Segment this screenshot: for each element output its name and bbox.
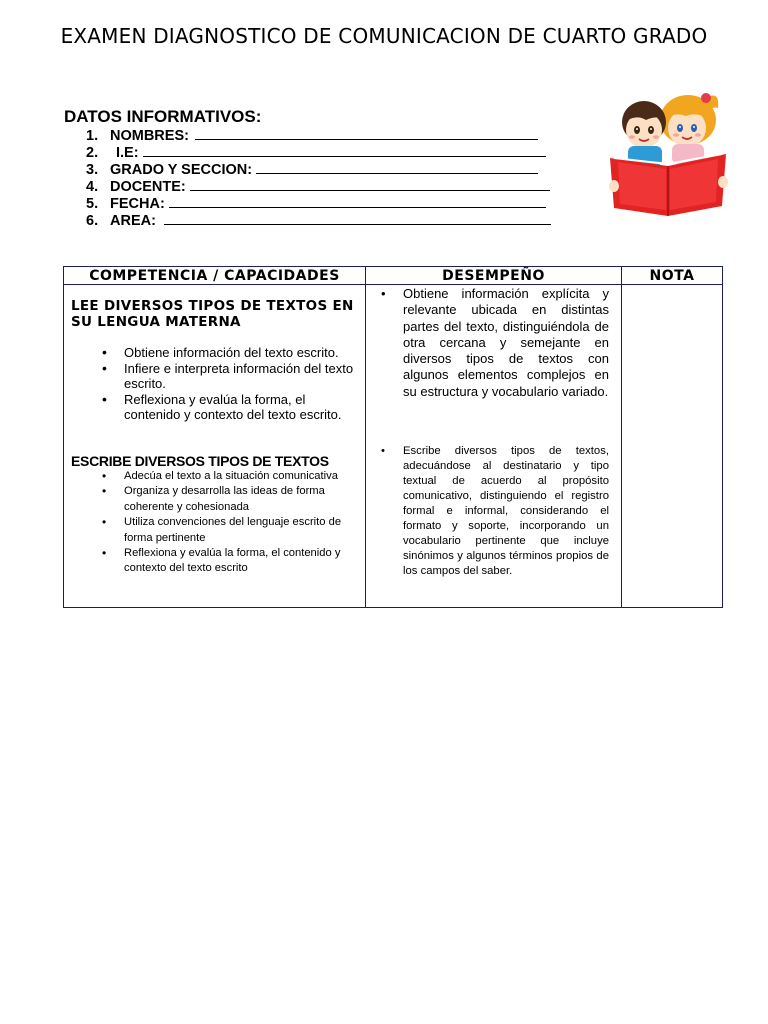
docente-fill-line[interactable] [190, 177, 550, 191]
list-item: • Adecúa el texto a la situación comunicativa [72, 469, 357, 484]
list-item: • Utiliza convenciones del lenguaje escrito de forma pertinente [72, 515, 357, 546]
list-item: • Escribe diversos tipos de textos, adecuándose al destinatario y tipo textual de acuerdo al propósito comunicativo, distinguiendo el registro formal e informal, considerando el formato y soporte, incorporando un vocabulario pertinente que incluye sinónimos y algunos términos propios de los campos del saber. [403, 444, 609, 579]
datos-field-area: 6. AREA: [86, 211, 551, 228]
competencias-table [63, 266, 723, 608]
capacidades-escribe-list [72, 469, 357, 577]
column-divider [365, 267, 366, 607]
header-competencia: COMPETENCIA / CAPACIDADES [89, 268, 340, 284]
competencia-escribe-title: ESCRIBE DIVERSOS TIPOS DE TEXTOS [71, 453, 329, 469]
children-reading-book-icon [606, 84, 730, 218]
list-item: • Organiza y desarrolla las ideas de forma coherente y cohesionada [72, 484, 357, 515]
field-label: FECHA: [110, 196, 165, 212]
field-label: NOMBRES: [110, 128, 189, 144]
datos-field-nombres: 1. NOMBRES: [86, 126, 551, 143]
capacidades-lee-list [72, 345, 354, 423]
field-label: AREA: [110, 213, 156, 229]
area-fill-line[interactable] [164, 211, 551, 225]
field-label: GRADO Y SECCION: [110, 162, 253, 178]
list-item: • Obtiene información explícita y relevante ubicada en distintas partes del texto, distinguiéndola de otra cercana y semejante en diversos tipos de textos con algunos elementos complejos en su estructura y vocabulario variado. [403, 286, 609, 400]
list-item: • Obtiene información del texto escrito. [72, 345, 354, 361]
desempeno-escribe-list [403, 444, 609, 579]
fecha-fill-line[interactable] [169, 194, 546, 208]
competencia-lee-title: LEE DIVERSOS TIPOS DE TEXTOS EN SU LENGUA MATERNA [71, 298, 354, 330]
list-item: • Reflexiona y evalúa la forma, el contenido y contexto del texto escrito [72, 546, 357, 577]
datos-field-ie: 2. I.E: [86, 143, 551, 160]
header-desempeno: DESEMPEÑO [442, 268, 545, 284]
nota-cell[interactable] [623, 286, 721, 606]
header-nota: NOTA [649, 268, 695, 284]
datos-informativos-heading: DATOS INFORMATIVOS: [64, 107, 262, 126]
nombres-fill-line[interactable] [195, 126, 538, 140]
datos-field-docente: 4. DOCENTE: [86, 177, 551, 194]
desempeno-lee-list [403, 286, 609, 400]
datos-field-grado-seccion: 3. GRADO Y SECCION: [86, 160, 551, 177]
document-title: EXAMEN DIAGNOSTICO DE COMUNICACION DE CUARTO GRADO [60, 24, 708, 48]
field-label: DOCENTE: [110, 179, 186, 195]
datos-informativos-list [86, 126, 551, 228]
list-item: • Infiere e interpreta información del texto escrito. [72, 361, 354, 392]
list-item: • Reflexiona y evalúa la forma, el contenido y contexto del texto escrito. [72, 392, 354, 423]
datos-field-fecha: 5. FECHA: [86, 194, 551, 211]
grado-seccion-fill-line[interactable] [256, 160, 538, 174]
ie-fill-line[interactable] [143, 143, 546, 157]
column-divider [621, 267, 622, 607]
field-label: I.E: [116, 145, 139, 161]
